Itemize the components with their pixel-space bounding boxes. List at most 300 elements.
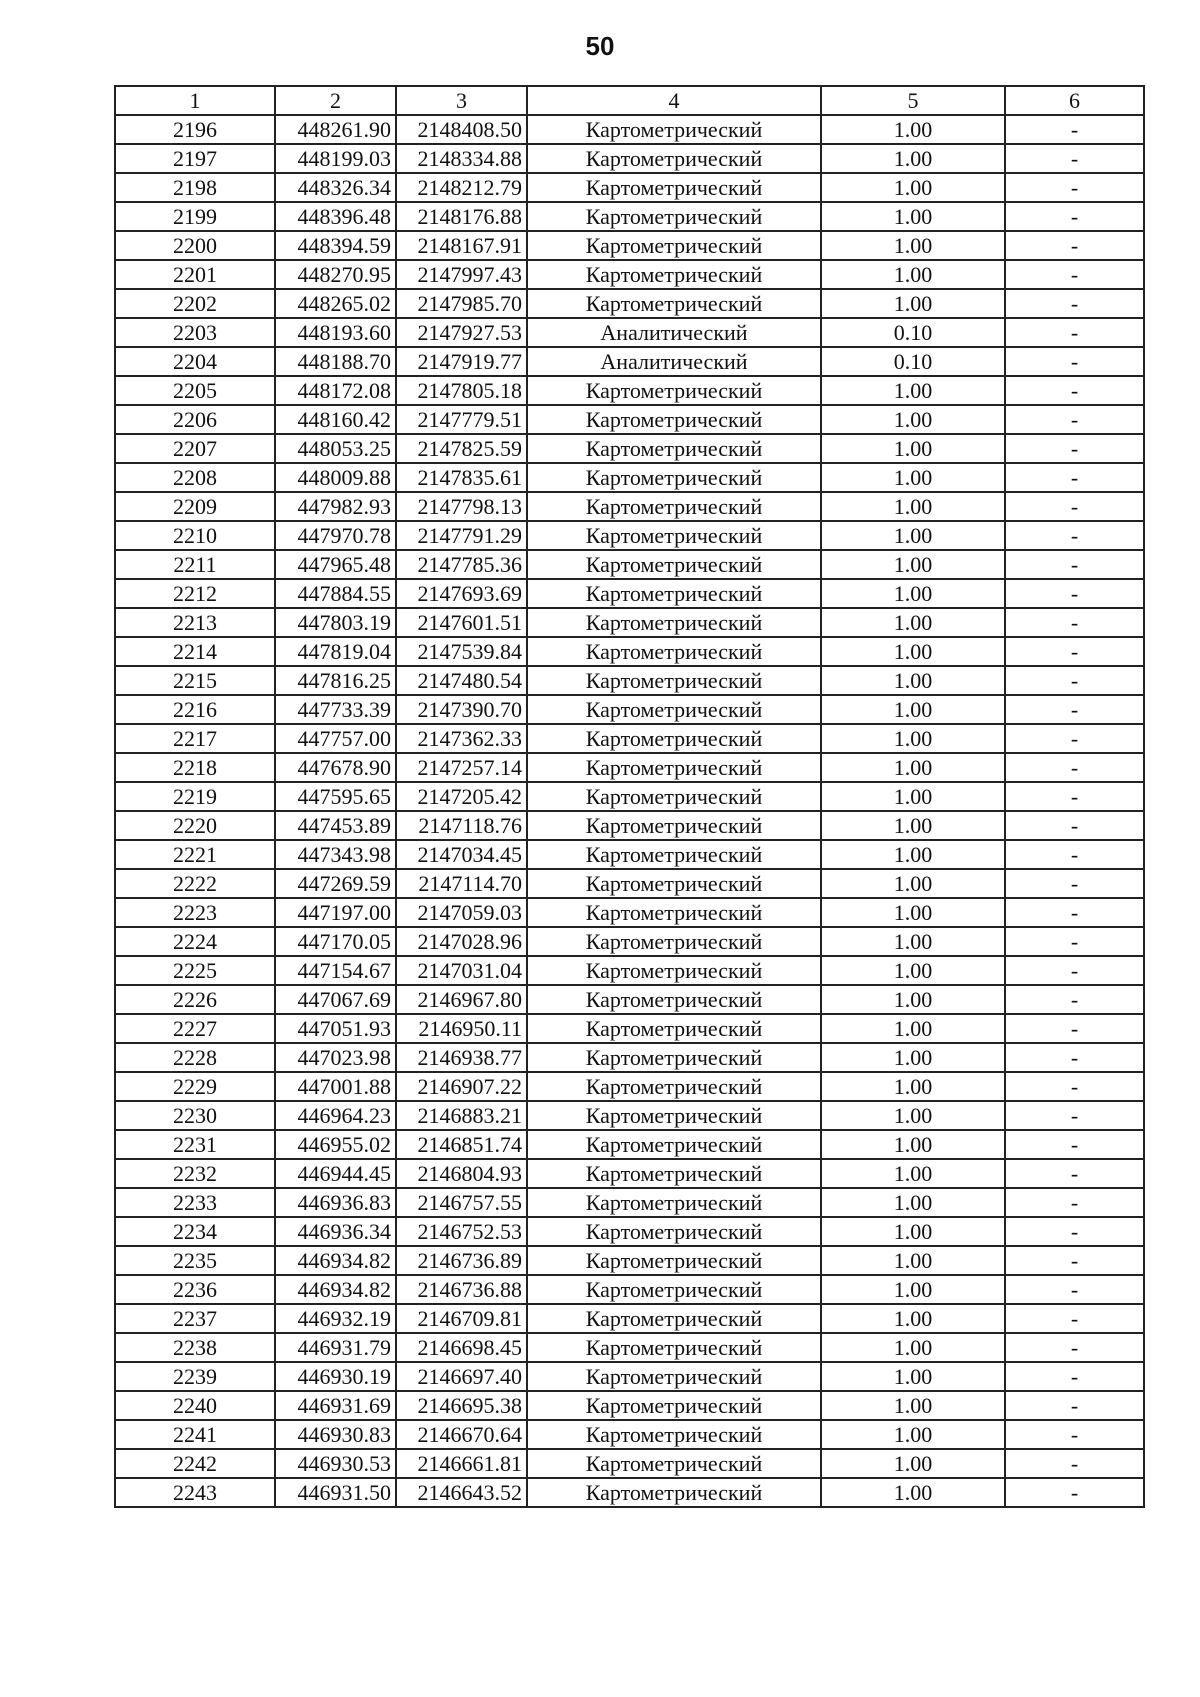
- point-number-cell: 2221: [115, 840, 275, 869]
- y-coordinate-cell: 2147362.33: [396, 724, 527, 753]
- y-coordinate-cell: 2147059.03: [396, 898, 527, 927]
- accuracy-cell: 1.00: [821, 1101, 1005, 1130]
- point-number-cell: 2226: [115, 985, 275, 1014]
- method-cell: Картометрический: [527, 463, 821, 492]
- note-cell: -: [1005, 1304, 1144, 1333]
- point-number-cell: 2205: [115, 376, 275, 405]
- accuracy-cell: 1.00: [821, 1159, 1005, 1188]
- point-number-cell: 2196: [115, 115, 275, 144]
- point-number-cell: 2227: [115, 1014, 275, 1043]
- accuracy-cell: 1.00: [821, 260, 1005, 289]
- point-number-cell: 2237: [115, 1304, 275, 1333]
- method-cell: Картометрический: [527, 434, 821, 463]
- x-coordinate-cell: 446930.19: [275, 1362, 396, 1391]
- table-row: [115, 521, 1144, 550]
- x-coordinate-cell: 448396.48: [275, 202, 396, 231]
- point-number-cell: 2206: [115, 405, 275, 434]
- x-coordinate-cell: 446944.45: [275, 1159, 396, 1188]
- table-row: [115, 666, 1144, 695]
- method-cell: Картометрический: [527, 579, 821, 608]
- method-cell: Картометрический: [527, 231, 821, 260]
- table-row: [115, 1159, 1144, 1188]
- x-coordinate-cell: 446936.34: [275, 1217, 396, 1246]
- x-coordinate-cell: 448172.08: [275, 376, 396, 405]
- accuracy-cell: 0.10: [821, 318, 1005, 347]
- accuracy-cell: 1.00: [821, 1275, 1005, 1304]
- point-number-cell: 2229: [115, 1072, 275, 1101]
- x-coordinate-cell: 447803.19: [275, 608, 396, 637]
- accuracy-cell: 1.00: [821, 1246, 1005, 1275]
- y-coordinate-cell: 2146661.81: [396, 1449, 527, 1478]
- y-coordinate-cell: 2146851.74: [396, 1130, 527, 1159]
- table-row: [115, 869, 1144, 898]
- note-cell: -: [1005, 231, 1144, 260]
- method-cell: Картометрический: [527, 956, 821, 985]
- note-cell: -: [1005, 724, 1144, 753]
- accuracy-cell: 1.00: [821, 782, 1005, 811]
- accuracy-cell: 1.00: [821, 579, 1005, 608]
- note-cell: -: [1005, 1043, 1144, 1072]
- table-row: [115, 318, 1144, 347]
- point-number-cell: 2200: [115, 231, 275, 260]
- x-coordinate-cell: 448193.60: [275, 318, 396, 347]
- note-cell: -: [1005, 666, 1144, 695]
- y-coordinate-cell: 2147785.36: [396, 550, 527, 579]
- method-cell: Картометрический: [527, 1478, 821, 1507]
- x-coordinate-cell: 447453.89: [275, 811, 396, 840]
- note-cell: -: [1005, 637, 1144, 666]
- point-number-cell: 2225: [115, 956, 275, 985]
- method-cell: Картометрический: [527, 753, 821, 782]
- method-cell: Картометрический: [527, 637, 821, 666]
- table-row: [115, 608, 1144, 637]
- point-number-cell: 2232: [115, 1159, 275, 1188]
- table-row: [115, 724, 1144, 753]
- note-cell: -: [1005, 318, 1144, 347]
- accuracy-cell: 1.00: [821, 869, 1005, 898]
- accuracy-cell: 1.00: [821, 1188, 1005, 1217]
- y-coordinate-cell: 2147779.51: [396, 405, 527, 434]
- y-coordinate-cell: 2146709.81: [396, 1304, 527, 1333]
- method-cell: Аналитический: [527, 318, 821, 347]
- y-coordinate-cell: 2147985.70: [396, 289, 527, 318]
- accuracy-cell: 1.00: [821, 608, 1005, 637]
- point-number-cell: 2203: [115, 318, 275, 347]
- point-number-cell: 2198: [115, 173, 275, 202]
- x-coordinate-cell: 446934.82: [275, 1246, 396, 1275]
- x-coordinate-cell: 447982.93: [275, 492, 396, 521]
- accuracy-cell: 1.00: [821, 492, 1005, 521]
- note-cell: -: [1005, 492, 1144, 521]
- x-coordinate-cell: 447595.65: [275, 782, 396, 811]
- x-coordinate-cell: 447819.04: [275, 637, 396, 666]
- table-body: [115, 115, 1144, 1507]
- table-row: [115, 289, 1144, 318]
- x-coordinate-cell: 447269.59: [275, 869, 396, 898]
- note-cell: -: [1005, 1130, 1144, 1159]
- method-cell: Картометрический: [527, 1072, 821, 1101]
- note-cell: -: [1005, 434, 1144, 463]
- x-coordinate-cell: 447001.88: [275, 1072, 396, 1101]
- column-header-6: 6: [1005, 86, 1144, 115]
- y-coordinate-cell: 2146697.40: [396, 1362, 527, 1391]
- x-coordinate-cell: 446934.82: [275, 1275, 396, 1304]
- accuracy-cell: 1.00: [821, 637, 1005, 666]
- accuracy-cell: 1.00: [821, 289, 1005, 318]
- note-cell: -: [1005, 695, 1144, 724]
- note-cell: -: [1005, 1014, 1144, 1043]
- y-coordinate-cell: 2147927.53: [396, 318, 527, 347]
- table-row: [115, 1072, 1144, 1101]
- y-coordinate-cell: 2146883.21: [396, 1101, 527, 1130]
- x-coordinate-cell: 446964.23: [275, 1101, 396, 1130]
- table-row: [115, 753, 1144, 782]
- y-coordinate-cell: 2146967.80: [396, 985, 527, 1014]
- note-cell: -: [1005, 1449, 1144, 1478]
- method-cell: Картометрический: [527, 144, 821, 173]
- x-coordinate-cell: 448053.25: [275, 434, 396, 463]
- y-coordinate-cell: 2146757.55: [396, 1188, 527, 1217]
- y-coordinate-cell: 2147539.84: [396, 637, 527, 666]
- method-cell: Картометрический: [527, 869, 821, 898]
- x-coordinate-cell: 447067.69: [275, 985, 396, 1014]
- x-coordinate-cell: 447051.93: [275, 1014, 396, 1043]
- accuracy-cell: 1.00: [821, 144, 1005, 173]
- point-number-cell: 2220: [115, 811, 275, 840]
- accuracy-cell: 1.00: [821, 1391, 1005, 1420]
- table-row: [115, 1188, 1144, 1217]
- x-coordinate-cell: 448160.42: [275, 405, 396, 434]
- note-cell: -: [1005, 840, 1144, 869]
- point-number-cell: 2230: [115, 1101, 275, 1130]
- column-header-3: 3: [396, 86, 527, 115]
- y-coordinate-cell: 2147034.45: [396, 840, 527, 869]
- y-coordinate-cell: 2147835.61: [396, 463, 527, 492]
- accuracy-cell: 1.00: [821, 898, 1005, 927]
- note-cell: -: [1005, 173, 1144, 202]
- method-cell: Картометрический: [527, 1043, 821, 1072]
- point-number-cell: 2233: [115, 1188, 275, 1217]
- y-coordinate-cell: 2146698.45: [396, 1333, 527, 1362]
- method-cell: Картометрический: [527, 202, 821, 231]
- accuracy-cell: 1.00: [821, 840, 1005, 869]
- table-row: [115, 811, 1144, 840]
- accuracy-cell: 1.00: [821, 753, 1005, 782]
- table-row: [115, 1449, 1144, 1478]
- y-coordinate-cell: 2146938.77: [396, 1043, 527, 1072]
- note-cell: -: [1005, 376, 1144, 405]
- table-row: [115, 1043, 1144, 1072]
- note-cell: -: [1005, 202, 1144, 231]
- table-row: [115, 579, 1144, 608]
- method-cell: Картометрический: [527, 1101, 821, 1130]
- table-row: [115, 956, 1144, 985]
- y-coordinate-cell: 2147390.70: [396, 695, 527, 724]
- accuracy-cell: 1.00: [821, 405, 1005, 434]
- method-cell: Картометрический: [527, 289, 821, 318]
- accuracy-cell: 1.00: [821, 724, 1005, 753]
- accuracy-cell: 1.00: [821, 550, 1005, 579]
- method-cell: Картометрический: [527, 260, 821, 289]
- note-cell: -: [1005, 405, 1144, 434]
- note-cell: -: [1005, 1072, 1144, 1101]
- x-coordinate-cell: 448394.59: [275, 231, 396, 260]
- table-row: [115, 1275, 1144, 1304]
- table-row: [115, 782, 1144, 811]
- y-coordinate-cell: 2147257.14: [396, 753, 527, 782]
- table-row: [115, 1362, 1144, 1391]
- accuracy-cell: 1.00: [821, 1130, 1005, 1159]
- accuracy-cell: 1.00: [821, 1449, 1005, 1478]
- y-coordinate-cell: 2146736.88: [396, 1275, 527, 1304]
- accuracy-cell: 1.00: [821, 1217, 1005, 1246]
- method-cell: Картометрический: [527, 1217, 821, 1246]
- accuracy-cell: 1.00: [821, 1478, 1005, 1507]
- x-coordinate-cell: 447816.25: [275, 666, 396, 695]
- column-header-5: 5: [821, 86, 1005, 115]
- method-cell: Картометрический: [527, 724, 821, 753]
- note-cell: -: [1005, 1246, 1144, 1275]
- table-row: [115, 637, 1144, 666]
- table-row: [115, 550, 1144, 579]
- table-row: [115, 115, 1144, 144]
- page-number: 50: [585, 31, 615, 61]
- note-cell: -: [1005, 753, 1144, 782]
- point-number-cell: 2219: [115, 782, 275, 811]
- point-number-cell: 2224: [115, 927, 275, 956]
- note-cell: -: [1005, 1217, 1144, 1246]
- x-coordinate-cell: 447970.78: [275, 521, 396, 550]
- y-coordinate-cell: 2148408.50: [396, 115, 527, 144]
- accuracy-cell: 0.10: [821, 347, 1005, 376]
- point-number-cell: 2207: [115, 434, 275, 463]
- table-row: [115, 898, 1144, 927]
- note-cell: -: [1005, 956, 1144, 985]
- method-cell: Картометрический: [527, 695, 821, 724]
- point-number-cell: 2208: [115, 463, 275, 492]
- method-cell: Картометрический: [527, 985, 821, 1014]
- note-cell: -: [1005, 1333, 1144, 1362]
- method-cell: Картометрический: [527, 173, 821, 202]
- accuracy-cell: 1.00: [821, 985, 1005, 1014]
- y-coordinate-cell: 2147031.04: [396, 956, 527, 985]
- x-coordinate-cell: 447154.67: [275, 956, 396, 985]
- y-coordinate-cell: 2148167.91: [396, 231, 527, 260]
- accuracy-cell: 1.00: [821, 1304, 1005, 1333]
- x-coordinate-cell: 448199.03: [275, 144, 396, 173]
- x-coordinate-cell: 448009.88: [275, 463, 396, 492]
- point-number-cell: 2242: [115, 1449, 275, 1478]
- x-coordinate-cell: 447757.00: [275, 724, 396, 753]
- table-row: [115, 1246, 1144, 1275]
- y-coordinate-cell: 2148334.88: [396, 144, 527, 173]
- y-coordinate-cell: 2147919.77: [396, 347, 527, 376]
- accuracy-cell: 1.00: [821, 956, 1005, 985]
- method-cell: Картометрический: [527, 1420, 821, 1449]
- note-cell: -: [1005, 898, 1144, 927]
- y-coordinate-cell: 2147997.43: [396, 260, 527, 289]
- point-number-cell: 2239: [115, 1362, 275, 1391]
- point-number-cell: 2236: [115, 1275, 275, 1304]
- x-coordinate-cell: 447884.55: [275, 579, 396, 608]
- accuracy-cell: 1.00: [821, 1420, 1005, 1449]
- accuracy-cell: 1.00: [821, 231, 1005, 260]
- y-coordinate-cell: 2146643.52: [396, 1478, 527, 1507]
- y-coordinate-cell: 2147693.69: [396, 579, 527, 608]
- table-row: [115, 231, 1144, 260]
- method-cell: Картометрический: [527, 666, 821, 695]
- x-coordinate-cell: 447733.39: [275, 695, 396, 724]
- x-coordinate-cell: 446930.83: [275, 1420, 396, 1449]
- note-cell: -: [1005, 579, 1144, 608]
- point-number-cell: 2243: [115, 1478, 275, 1507]
- method-cell: Картометрический: [527, 1130, 821, 1159]
- point-number-cell: 2204: [115, 347, 275, 376]
- note-cell: -: [1005, 985, 1144, 1014]
- point-number-cell: 2202: [115, 289, 275, 318]
- accuracy-cell: 1.00: [821, 1333, 1005, 1362]
- table-row: [115, 1130, 1144, 1159]
- y-coordinate-cell: 2147805.18: [396, 376, 527, 405]
- table-row: [115, 405, 1144, 434]
- accuracy-cell: 1.00: [821, 695, 1005, 724]
- y-coordinate-cell: 2146695.38: [396, 1391, 527, 1420]
- note-cell: -: [1005, 608, 1144, 637]
- coordinates-table: [114, 85, 1145, 1508]
- method-cell: Картометрический: [527, 608, 821, 637]
- y-coordinate-cell: 2147791.29: [396, 521, 527, 550]
- x-coordinate-cell: 448326.34: [275, 173, 396, 202]
- point-number-cell: 2197: [115, 144, 275, 173]
- point-number-cell: 2213: [115, 608, 275, 637]
- method-cell: Картометрический: [527, 1333, 821, 1362]
- note-cell: -: [1005, 144, 1144, 173]
- table-row: [115, 1391, 1144, 1420]
- note-cell: -: [1005, 289, 1144, 318]
- column-header-4: 4: [527, 86, 821, 115]
- note-cell: -: [1005, 1420, 1144, 1449]
- x-coordinate-cell: 448270.95: [275, 260, 396, 289]
- point-number-cell: 2235: [115, 1246, 275, 1275]
- x-coordinate-cell: 446932.19: [275, 1304, 396, 1333]
- point-number-cell: 2238: [115, 1333, 275, 1362]
- point-number-cell: 2199: [115, 202, 275, 231]
- point-number-cell: 2217: [115, 724, 275, 753]
- accuracy-cell: 1.00: [821, 1014, 1005, 1043]
- table-row: [115, 144, 1144, 173]
- x-coordinate-cell: 448261.90: [275, 115, 396, 144]
- table-row: [115, 260, 1144, 289]
- y-coordinate-cell: 2147118.76: [396, 811, 527, 840]
- table-row: [115, 1420, 1144, 1449]
- x-coordinate-cell: 447023.98: [275, 1043, 396, 1072]
- method-cell: Картометрический: [527, 115, 821, 144]
- y-coordinate-cell: 2147601.51: [396, 608, 527, 637]
- method-cell: Картометрический: [527, 1362, 821, 1391]
- x-coordinate-cell: 447965.48: [275, 550, 396, 579]
- y-coordinate-cell: 2146804.93: [396, 1159, 527, 1188]
- y-coordinate-cell: 2146736.89: [396, 1246, 527, 1275]
- note-cell: -: [1005, 1391, 1144, 1420]
- method-cell: Картометрический: [527, 1391, 821, 1420]
- method-cell: Картометрический: [527, 1188, 821, 1217]
- table-row: [115, 376, 1144, 405]
- x-coordinate-cell: 446955.02: [275, 1130, 396, 1159]
- table-row: [115, 695, 1144, 724]
- table-row: [115, 1478, 1144, 1507]
- column-header-1: 1: [115, 86, 275, 115]
- x-coordinate-cell: 446931.50: [275, 1478, 396, 1507]
- method-cell: Картометрический: [527, 550, 821, 579]
- point-number-cell: 2218: [115, 753, 275, 782]
- method-cell: Картометрический: [527, 1159, 821, 1188]
- note-cell: -: [1005, 463, 1144, 492]
- method-cell: Картометрический: [527, 376, 821, 405]
- point-number-cell: 2234: [115, 1217, 275, 1246]
- accuracy-cell: 1.00: [821, 521, 1005, 550]
- table-row: [115, 492, 1144, 521]
- x-coordinate-cell: 447678.90: [275, 753, 396, 782]
- y-coordinate-cell: 2148212.79: [396, 173, 527, 202]
- point-number-cell: 2201: [115, 260, 275, 289]
- method-cell: Аналитический: [527, 347, 821, 376]
- y-coordinate-cell: 2147028.96: [396, 927, 527, 956]
- note-cell: -: [1005, 1101, 1144, 1130]
- y-coordinate-cell: 2146907.22: [396, 1072, 527, 1101]
- table-row: [115, 1304, 1144, 1333]
- method-cell: Картометрический: [527, 840, 821, 869]
- x-coordinate-cell: 446936.83: [275, 1188, 396, 1217]
- method-cell: Картометрический: [527, 1014, 821, 1043]
- point-number-cell: 2209: [115, 492, 275, 521]
- method-cell: Картометрический: [527, 1275, 821, 1304]
- point-number-cell: 2228: [115, 1043, 275, 1072]
- point-number-cell: 2231: [115, 1130, 275, 1159]
- method-cell: Картометрический: [527, 1449, 821, 1478]
- x-coordinate-cell: 447197.00: [275, 898, 396, 927]
- table-row: [115, 927, 1144, 956]
- x-coordinate-cell: 447343.98: [275, 840, 396, 869]
- table-row: [115, 1333, 1144, 1362]
- accuracy-cell: 1.00: [821, 115, 1005, 144]
- note-cell: -: [1005, 1188, 1144, 1217]
- note-cell: -: [1005, 1478, 1144, 1507]
- table-row: [115, 347, 1144, 376]
- table-row: [115, 434, 1144, 463]
- note-cell: -: [1005, 811, 1144, 840]
- column-header-2: 2: [275, 86, 396, 115]
- x-coordinate-cell: 446931.79: [275, 1333, 396, 1362]
- y-coordinate-cell: 2148176.88: [396, 202, 527, 231]
- accuracy-cell: 1.00: [821, 376, 1005, 405]
- note-cell: -: [1005, 927, 1144, 956]
- point-number-cell: 2210: [115, 521, 275, 550]
- table-row: [115, 1101, 1144, 1130]
- note-cell: -: [1005, 1275, 1144, 1304]
- x-coordinate-cell: 448188.70: [275, 347, 396, 376]
- method-cell: Картометрический: [527, 898, 821, 927]
- table-row: [115, 463, 1144, 492]
- y-coordinate-cell: 2146752.53: [396, 1217, 527, 1246]
- method-cell: Картометрический: [527, 811, 821, 840]
- table-row: [115, 1217, 1144, 1246]
- accuracy-cell: 1.00: [821, 666, 1005, 695]
- note-cell: -: [1005, 115, 1144, 144]
- x-coordinate-cell: 448265.02: [275, 289, 396, 318]
- method-cell: Картометрический: [527, 927, 821, 956]
- point-number-cell: 2222: [115, 869, 275, 898]
- point-number-cell: 2240: [115, 1391, 275, 1420]
